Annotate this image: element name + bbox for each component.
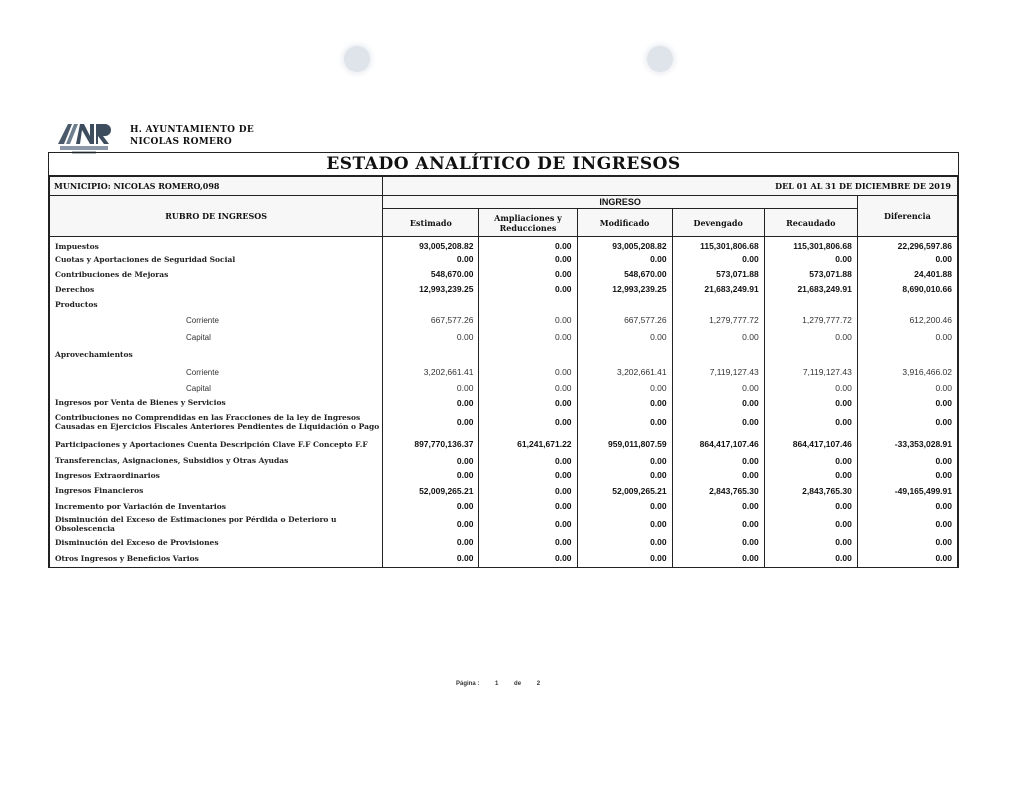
- row-value: 0.00: [383, 514, 479, 535]
- row-value: 0.00: [764, 454, 857, 468]
- row-value: 0.00: [764, 550, 857, 567]
- table-row: [50, 346, 958, 364]
- row-value: 0.00: [672, 381, 764, 396]
- row-value: 959,011,807.59: [577, 435, 672, 454]
- row-value: 0.00: [479, 410, 577, 435]
- row-value: 0.00: [764, 381, 857, 396]
- table-row: [50, 410, 958, 435]
- punch-hole-right: [647, 46, 673, 72]
- row-label: Incremento por Variación de Inventarios: [50, 499, 383, 514]
- page-total: 2: [536, 681, 541, 687]
- row-value: [857, 297, 957, 312]
- row-value: 0.00: [857, 454, 957, 468]
- column-header-estimado: Estimado: [383, 209, 479, 237]
- row-value: 0.00: [672, 329, 764, 346]
- table-row: [50, 312, 958, 329]
- row-value: 548,670.00: [577, 267, 672, 282]
- page-indicator: [456, 681, 554, 687]
- row-label: Derechos: [50, 282, 383, 297]
- row-value: 52,009,265.21: [383, 483, 479, 499]
- row-value: 24,401.88: [857, 267, 957, 282]
- row-label: Corriente: [50, 312, 383, 329]
- period-label: DEL 01 AL 31 DE DICIEMBRE DE 2019: [383, 177, 958, 196]
- row-value: 12,993,239.25: [383, 282, 479, 297]
- row-value: 21,683,249.91: [672, 282, 764, 297]
- row-value: 0.00: [479, 454, 577, 468]
- row-value: 0.00: [764, 329, 857, 346]
- row-value: 0.00: [383, 535, 479, 550]
- row-value: 93,005,208.82: [577, 237, 672, 252]
- row-value: 1,279,777.72: [764, 312, 857, 329]
- punch-hole-left: [344, 46, 370, 72]
- row-value: 61,241,671.22: [479, 435, 577, 454]
- row-label: Ingresos por Venta de Bienes y Servicios: [50, 396, 383, 410]
- row-value: 1,279,777.72: [672, 312, 764, 329]
- organization-line-1: H. AYUNTAMIENTO DE: [130, 125, 254, 135]
- table-row: [50, 297, 958, 312]
- page-label: Página :: [456, 681, 480, 687]
- table-row: [50, 499, 958, 514]
- row-label: Disminución del Exceso de Provisiones: [50, 535, 383, 550]
- row-value: 0.00: [479, 267, 577, 282]
- municipal-logo-icon: [56, 120, 112, 156]
- row-value: 0.00: [479, 396, 577, 410]
- row-value: 93,005,208.82: [383, 237, 479, 252]
- row-label: Ingresos Extraordinarios: [50, 468, 383, 483]
- table-row: [50, 396, 958, 410]
- row-value: [672, 346, 764, 364]
- row-value: 0.00: [672, 396, 764, 410]
- row-value: 0.00: [764, 410, 857, 435]
- row-value: [577, 346, 672, 364]
- row-value: 0.00: [672, 499, 764, 514]
- row-label: Impuestos: [50, 237, 383, 252]
- row-value: 0.00: [857, 329, 957, 346]
- table-row: [50, 535, 958, 550]
- row-value: 0.00: [479, 483, 577, 499]
- row-value: 3,202,661.41: [577, 364, 672, 381]
- row-value: 0.00: [479, 535, 577, 550]
- row-value: 667,577.26: [577, 312, 672, 329]
- row-value: 0.00: [577, 514, 672, 535]
- row-value: 0.00: [577, 410, 672, 435]
- income-report: [48, 152, 959, 568]
- report-title: ESTADO ANALÍTICO DE INGRESOS: [49, 153, 958, 176]
- row-value: 0.00: [479, 514, 577, 535]
- column-header-rubro: RUBRO DE INGRESOS: [50, 196, 383, 237]
- row-value: 0.00: [383, 550, 479, 567]
- row-value: 864,417,107.46: [764, 435, 857, 454]
- organization-name: [130, 124, 254, 148]
- row-value: 0.00: [857, 499, 957, 514]
- row-label: Otros Ingresos y Beneficios Varios: [50, 550, 383, 567]
- table-row: [50, 237, 958, 252]
- table-row: [50, 252, 958, 267]
- row-label: Productos: [50, 297, 383, 312]
- row-label: Aprovechamientos: [50, 346, 383, 364]
- row-value: 0.00: [577, 252, 672, 267]
- row-value: 0.00: [857, 410, 957, 435]
- row-value: 667,577.26: [383, 312, 479, 329]
- table-row: [50, 514, 958, 535]
- row-value: [672, 297, 764, 312]
- row-value: 0.00: [383, 454, 479, 468]
- income-table: [49, 176, 958, 567]
- municipality-label: MUNICIPIO: NICOLAS ROMERO,098: [50, 177, 383, 196]
- row-value: [764, 297, 857, 312]
- row-label: Disminución del Exceso de Estimaciones por Pérdida o Deterioro u Obsolescencia: [50, 514, 383, 535]
- row-value: 0.00: [672, 454, 764, 468]
- row-value: 0.00: [857, 381, 957, 396]
- row-label: Cuotas y Aportaciones de Seguridad Social: [50, 252, 383, 267]
- table-row: [50, 329, 958, 346]
- organization-line-2: NICOLAS ROMERO: [130, 137, 233, 147]
- row-value: 573,071.88: [764, 267, 857, 282]
- row-value: 0.00: [383, 468, 479, 483]
- row-value: 0.00: [857, 514, 957, 535]
- row-value: 0.00: [672, 468, 764, 483]
- row-value: 0.00: [577, 468, 672, 483]
- row-value: 0.00: [383, 396, 479, 410]
- table-row: [50, 550, 958, 567]
- row-value: 0.00: [672, 514, 764, 535]
- row-value: 573,071.88: [672, 267, 764, 282]
- row-value: 115,301,806.68: [764, 237, 857, 252]
- row-value: 0.00: [479, 237, 577, 252]
- table-row: [50, 454, 958, 468]
- row-value: 0.00: [672, 550, 764, 567]
- row-value: [577, 297, 672, 312]
- row-label: Contribuciones de Mejoras: [50, 267, 383, 282]
- row-value: [383, 297, 479, 312]
- row-value: 3,916,466.02: [857, 364, 957, 381]
- row-value: 0.00: [577, 381, 672, 396]
- row-label: Participaciones y Aportaciones Cuenta Descripción Clave F.F Concepto F.F: [50, 435, 383, 454]
- row-value: 115,301,806.68: [672, 237, 764, 252]
- row-value: 12,993,239.25: [577, 282, 672, 297]
- row-value: 0.00: [857, 468, 957, 483]
- page-of-label: de: [514, 681, 522, 687]
- row-value: 0.00: [764, 468, 857, 483]
- row-value: [383, 346, 479, 364]
- row-value: 612,200.46: [857, 312, 957, 329]
- row-value: [857, 346, 957, 364]
- row-value: 0.00: [383, 499, 479, 514]
- row-value: 0.00: [857, 535, 957, 550]
- row-value: 8,690,010.66: [857, 282, 957, 297]
- row-value: 0.00: [479, 499, 577, 514]
- row-value: 548,670.00: [383, 267, 479, 282]
- row-value: 864,417,107.46: [672, 435, 764, 454]
- row-value: 22,296,597.86: [857, 237, 957, 252]
- row-value: 0.00: [479, 282, 577, 297]
- row-label: Capital: [50, 329, 383, 346]
- table-row: [50, 468, 958, 483]
- row-value: 0.00: [857, 252, 957, 267]
- row-value: 0.00: [764, 514, 857, 535]
- row-label: Ingresos Financieros: [50, 483, 383, 499]
- row-label: Capital: [50, 381, 383, 396]
- row-value: 0.00: [479, 468, 577, 483]
- row-value: 3,202,661.41: [383, 364, 479, 381]
- row-value: 2,843,765.30: [764, 483, 857, 499]
- table-row: [50, 282, 958, 297]
- row-value: 0.00: [479, 550, 577, 567]
- row-value: 0.00: [672, 535, 764, 550]
- row-label: Corriente: [50, 364, 383, 381]
- row-value: [479, 297, 577, 312]
- row-value: 0.00: [479, 312, 577, 329]
- row-value: 0.00: [383, 381, 479, 396]
- column-header-modificado: Modificado: [577, 209, 672, 237]
- row-value: 0.00: [857, 396, 957, 410]
- row-value: 0.00: [383, 410, 479, 435]
- row-value: 2,843,765.30: [672, 483, 764, 499]
- row-value: 0.00: [577, 499, 672, 514]
- row-value: 0.00: [764, 535, 857, 550]
- column-header-devengado: Devengado: [672, 209, 764, 237]
- row-label: Transferencias, Asignaciones, Subsidios y Otras Ayudas: [50, 454, 383, 468]
- row-value: 0.00: [479, 329, 577, 346]
- row-value: 0.00: [479, 381, 577, 396]
- row-value: 0.00: [577, 329, 672, 346]
- row-value: -49,165,499.91: [857, 483, 957, 499]
- row-value: 52,009,265.21: [577, 483, 672, 499]
- column-header-diferencia: Diferencia: [857, 196, 957, 237]
- row-value: -33,353,028.91: [857, 435, 957, 454]
- column-header-ampliaciones: Ampliaciones y Reducciones: [479, 209, 577, 237]
- row-value: 0.00: [577, 550, 672, 567]
- row-value: [479, 346, 577, 364]
- row-value: 0.00: [479, 364, 577, 381]
- table-row: [50, 364, 958, 381]
- row-value: 0.00: [764, 252, 857, 267]
- row-value: 7,119,127.43: [672, 364, 764, 381]
- row-value: 7,119,127.43: [764, 364, 857, 381]
- column-group-ingreso: INGRESO: [383, 196, 857, 209]
- row-value: 0.00: [577, 454, 672, 468]
- row-value: 0.00: [383, 329, 479, 346]
- column-header-recaudado: Recaudado: [764, 209, 857, 237]
- table-row: [50, 483, 958, 499]
- row-value: 0.00: [383, 252, 479, 267]
- page-number: 1: [495, 681, 499, 687]
- row-value: 0.00: [764, 396, 857, 410]
- row-value: [764, 346, 857, 364]
- table-row: [50, 435, 958, 454]
- row-value: 0.00: [479, 252, 577, 267]
- row-value: 0.00: [764, 499, 857, 514]
- table-row: [50, 267, 958, 282]
- row-value: 0.00: [577, 535, 672, 550]
- row-label: Contribuciones no Comprendidas en las Fracciones de la ley de Ingresos Causadas en Ejercicios Fiscales Anteriores Pendientes de Liquidación o Pago: [50, 410, 383, 435]
- row-value: 0.00: [857, 550, 957, 567]
- row-value: 0.00: [672, 252, 764, 267]
- row-value: 0.00: [577, 396, 672, 410]
- table-row: [50, 381, 958, 396]
- row-value: 0.00: [672, 410, 764, 435]
- row-value: 897,770,136.37: [383, 435, 479, 454]
- row-value: 21,683,249.91: [764, 282, 857, 297]
